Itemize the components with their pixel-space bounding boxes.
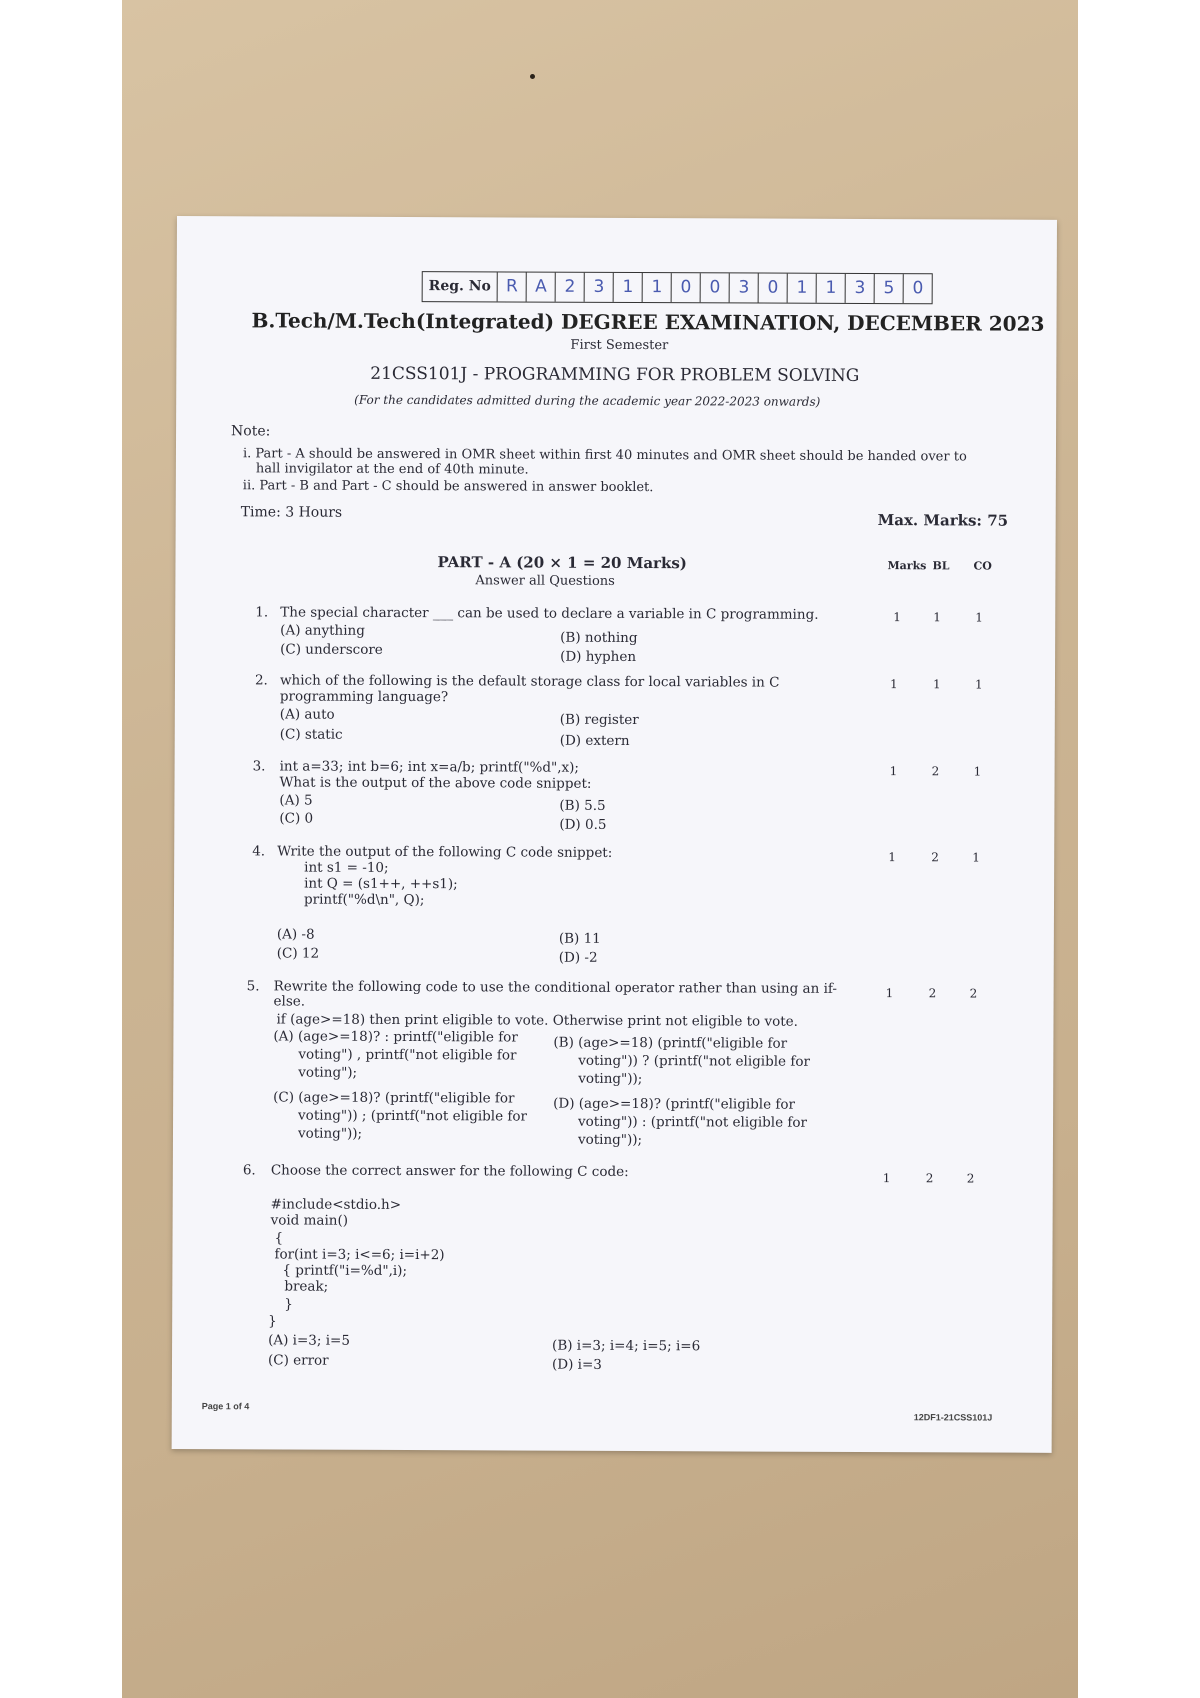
reg-digit: 3 [585,273,614,302]
reg-digit: A [527,273,556,302]
reg-digit: R [498,272,527,301]
option-d: (D) 0.5 [559,816,607,833]
option-a: (A) anything [280,622,365,639]
reg-label: Reg. No [423,272,498,301]
col-header-bl: BL [932,559,950,573]
code-line: void main() [270,1212,349,1229]
co-value: 1 [973,764,982,779]
option-d: (D) extern [559,732,630,749]
question-code: int a=33; int b=6; int x=a/b; printf("%d",x); [279,758,579,776]
option-c: (C) underscore [280,641,383,658]
co-value: 2 [966,1171,975,1186]
code-line: #include<stdio.h> [270,1196,402,1213]
option-d: (D) i=3 [551,1356,602,1373]
col-header-co: CO [973,559,992,573]
marks-value: 1 [885,986,894,1001]
code-line: printf("%d\n", Q); [303,891,425,909]
option-b: (B) 11 [558,930,601,947]
question-text: Rewrite the following code to use the conditional operator rather than using an if- [273,978,838,997]
option-a-cont: voting") , printf("not eligible for [298,1046,517,1064]
question-number: 3. [252,758,266,775]
bl-value: 1 [933,610,941,625]
code-line: { [274,1230,284,1247]
question-number: 2. [254,672,268,689]
instruction-1b: hall invigilator at the end of 40th minute. [255,461,529,478]
option-d: (D) (age>=18)? (printf("eligible for [553,1095,796,1113]
option-d: (D) hyphen [560,648,637,666]
reg-digit: 5 [875,274,904,303]
register-number-box [422,271,933,304]
reg-digit: 0 [912,278,924,299]
reg-digit: 0 [759,274,788,303]
part-a-title: PART - A (20 × 1 = 20 Marks) [437,553,687,573]
code-line: break; [284,1278,329,1295]
marks-value: 1 [889,764,898,779]
reg-digit: 0 [701,273,730,302]
max-marks: Max. Marks: 75 [877,511,1009,530]
option-a: (A) i=3; i=5 [268,1332,350,1349]
option-c: (C) 0 [279,810,314,827]
bl-value: 2 [928,986,937,1001]
reg-digit: 0 [672,273,701,302]
course-title: 21CSS101J - PROGRAMMING FOR PROBLEM SOLVING [370,363,860,386]
exam-paper [172,216,1057,1453]
option-b: (B) nothing [560,629,638,647]
question-text: else. [273,993,306,1010]
co-value: 2 [969,986,978,1001]
question-text: if (age>=18) then print eligible to vote. Otherwise print not eligible to vote. [276,1011,798,1030]
marks-value: 1 [889,677,898,692]
question-text: programming language? [279,688,449,706]
bl-value: 2 [931,850,939,865]
question-number: 4. [252,843,266,860]
option-a: (A) (age>=18)? : printf("eligible for [273,1028,518,1046]
option-a-cont: voting"); [298,1064,358,1081]
code-line: for(int i=3; i<=6; i=i+2) [274,1246,445,1264]
bl-value: 1 [932,677,941,692]
code-line: int Q = (s1++, ++s1); [304,875,458,893]
col-header-marks: Marks [887,559,927,573]
marks-value: 1 [882,1171,891,1186]
note-heading: Note: [231,423,271,440]
co-value: 1 [974,677,983,692]
reg-digit: 1 [614,273,643,302]
reg-digit: 3 [730,273,759,302]
option-c: (C) (age>=18)? (printf("eligible for [273,1089,515,1107]
option-b: (B) 5.5 [559,797,606,814]
marks-value: 1 [888,850,896,865]
option-c-cont: voting")) ; (printf("not eligible for [298,1107,528,1125]
code-line: } [284,1296,293,1313]
question-number: 1. [255,604,269,621]
option-c: (C) 12 [276,945,320,962]
reg-digit: 1 [643,273,672,302]
option-b: (B) (age>=18) (printf("eligible for [553,1034,788,1052]
code-line: { printf("i=%d",i); [282,1262,408,1280]
option-d-cont: voting")); [577,1131,643,1149]
part-a-subtitle: Answer all Questions [475,573,615,589]
question-text: Write the output of the following C code snippet: [277,843,613,861]
candidates-note: (For the candidates admitted during the academic year 2022-2023 onwards) [354,392,821,409]
exam-title: B.Tech/M.Tech(Integrated) DEGREE EXAMINATION, DECEMBER 2023 [251,308,1045,336]
option-c: (C) error [267,1352,329,1369]
option-c-cont: voting")); [297,1125,363,1142]
exam-time: Time: 3 Hours [240,504,343,521]
reg-digit: 1 [788,274,817,303]
co-value: 1 [972,850,980,865]
desk-speck [530,74,535,79]
option-a: (A) 5 [279,792,313,809]
question-text: Choose the correct answer for the following C code: [270,1162,629,1180]
option-b-cont: voting")) ? (printf("not eligible for [578,1052,810,1070]
option-d-cont: voting")) : (printf("not eligible for [578,1113,808,1131]
option-b: (B) i=3; i=4; i=5; i=6 [552,1337,701,1355]
marks-value: 1 [893,610,901,625]
option-d: (D) -2 [558,949,598,966]
reg-digit: 2 [556,273,585,302]
question-number: 6. [242,1162,256,1179]
reg-digit: 3 [846,274,875,303]
semester: First Semester [570,337,669,354]
bl-value: 2 [925,1171,934,1186]
question-number: 5. [246,978,260,995]
option-b: (B) register [559,711,639,729]
option-a: (A) -8 [276,926,315,943]
reg-digit: 1 [817,274,846,303]
code-line: } [268,1313,277,1330]
page-number: Page 1 of 4 [201,1401,250,1412]
question-text: which of the following is the default storage class for local variables in C [279,672,780,691]
option-c: (C) static [279,726,343,743]
option-b-cont: voting")); [578,1070,643,1088]
instruction-1a: i. Part - A should be answered in OMR sheet within first 40 minutes and OMR sheet should be handed over to [242,446,967,465]
question-text: What is the output of the above code snippet: [279,774,592,792]
bl-value: 2 [931,764,940,779]
question-text: The special character ___ can be used to declare a variable in C programming. [280,604,819,623]
paper-code: 12DF1-21CSS101J [913,1412,993,1423]
option-a: (A) auto [279,706,335,723]
code-line: int s1 = -10; [304,859,389,876]
co-value: 1 [975,610,983,625]
instruction-2: ii. Part - B and Part - C should be answered in answer booklet. [242,478,654,496]
